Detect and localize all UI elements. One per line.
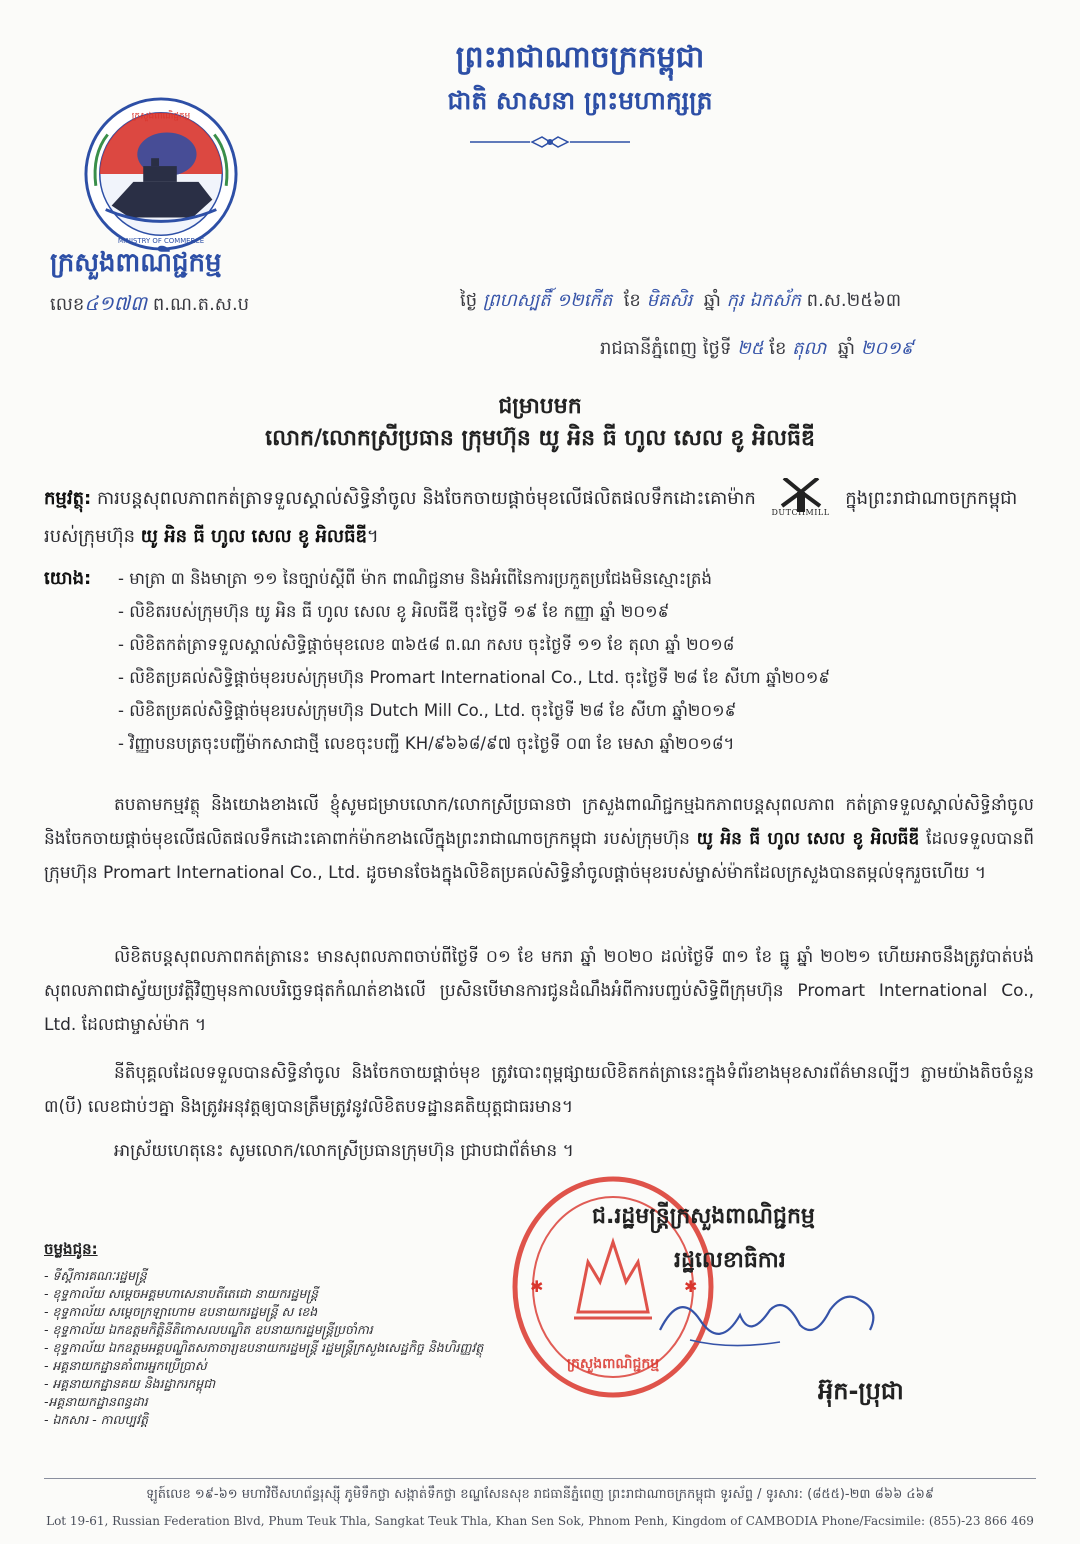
body-paragraph-3: នីតិបុគ្គលដែលទទួលបានសិទ្ធិនាំចូល និងចែកចាយផ្តាច់មុខ ត្រូវបោះពុម្ពផ្សាយលិខិតកត់ត្រានេះក្នុងទំព័រខាងមុខសារព័ត៌មានល្បីៗ ភ្លាមយ៉ាងតិចចំនួន ៣(បី) លេខជាប់ៗគ្នា និងត្រូវអនុវត្តឲ្យបានត្រឹមត្រូវនូវលិខិតបទដ្ឋានគតិយុត្តជាធរមាន។ — [44, 1063, 1034, 1117]
cc-item: - អគ្គនាយកដ្ឋានគាំពារអ្នកប្រើប្រាស់ — [44, 1358, 207, 1373]
lunar-day-handwritten: ព្រហស្បតិ៍ ១២កើត — [482, 290, 613, 311]
reference-item: - មាត្រា ៣ និងមាត្រា ១១ នៃច្បាប់ស្តីពី ម៉ាក ពាណិជ្ជនាម និងអំពើនៃការប្រកួតប្រជែងមិនស្មោះត្រង់ — [118, 569, 712, 588]
ministry-name: ក្រសួងពាណិជ្ជកម្ម — [50, 248, 222, 278]
subject-text-after: ក្នុងព្រះរាជាណាចក្រកម្ពុជា របស់ក្រុមហ៊ុន — [44, 488, 1018, 547]
solar-date: រាជធានីភ្នំពេញ ថ្ងៃទី ២៥ ខែ តុលា ឆ្នាំ ២០១៩ — [600, 338, 914, 359]
subject-block: កម្មវត្ថុ: ការបន្តសុពលភាពកត់ត្រាទទួលស្គាល់សិទ្ធិនាំចូល និងចែកចាយផ្តាច់មុខលើផលិតផលទឹកដោះគោម៉ាក DUTCHMILL ក្នុងព្រះរាជាណាចក្រកម្ពុជា របស់ក្រុមហ៊ុន យូ អិន ធី ហូល សេល ខូ អិលធីឌី។ — [44, 478, 1034, 554]
footer-address-english: Lot 19-61, Russian Federation Blvd, Phum Teuk Thla, Sangkat Teuk Thla, Khan Sen Sok, Phnom Penh, Kingdom of CAMBODIA Phone/Facsimile: (855)-23 866 469 — [46, 1514, 1034, 1528]
lunar-year-handwritten: កុរ ឯកស័ក — [726, 290, 801, 311]
cc-title: ចម្លងជូន: — [44, 1240, 98, 1258]
svg-text:✱: ✱ — [684, 1277, 698, 1296]
kingdom-title: ព្រះរាជាណាចក្រកម្ពុជា — [455, 40, 705, 75]
recipient: លោក/លោកស្រីប្រធាន ក្រុមហ៊ុន យូ អិន ធី ហូល សេល ខូ អិលធីឌី — [265, 426, 815, 451]
cc-item: - ទីស្តីការគណៈរដ្ឋមន្ត្រី — [44, 1268, 147, 1283]
reference-item: - លិខិតកត់ត្រាទទួលស្គាល់សិទ្ធិផ្តាច់មុខលេខ ៣៦៥៨ ព.ណ កសប ចុះថ្ងៃទី ១១ ខែ តុលា ឆ្នាំ ២០១៨ — [118, 635, 735, 654]
body-paragraph-2: លិខិតបន្តសុពលភាពកត់ត្រានេះ មានសុពលភាពចាប់ពីថ្ងៃទី ០១ ខែ មករា ឆ្នាំ ២០២០ ដល់ថ្ងៃទី ៣១ ខែ ធ្នូ ឆ្នាំ ២០២១ ហើយអាចនឹងត្រូវបាត់បង់សុពលភាពជាស្វ័យប្រវត្តិវិញមុនកាលបរិច្ឆេទផុតកំណត់ខាងលើ ប្រសិនបើមានការជូនដំណឹងអំពីការបញ្ចប់សិទ្ធិពីក្រុមហ៊ុន Promart International Co., Ltd. ដែលជាម្ចាស់ម៉ាក ។ — [44, 947, 1034, 1035]
cc-item: - អគ្គនាយកដ្ឋានគយ និងរដ្ឋាករកម្ពុជា — [44, 1376, 216, 1391]
subject-text-before: ការបន្តសុពលភាពកត់ត្រាទទួលស្គាល់សិទ្ធិនាំចូល និងចែកចាយផ្តាច់មុខលើផលិតផលទឹកដោះគោម៉ាក — [96, 488, 756, 509]
handwritten-signature — [650, 1270, 890, 1360]
ref-suffix: ព.ណ.ត.ស.ប — [152, 294, 250, 315]
dutchmill-logo — [766, 478, 836, 520]
cc-item: - ខុទ្ទកាល័យ ឯកឧត្តមកិត្តិនីតិកោសលបណ្ឌិត ឧបនាយករដ្ឋមន្ត្រីប្រចាំការ — [44, 1322, 373, 1337]
cc-item: - ខុទ្ទកាល័យ សម្តេចក្រឡាហោម ឧបនាយករដ្ឋមន្ត្រី ស ខេង — [44, 1304, 318, 1319]
lunar-date: ថ្ងៃ ព្រហស្បតិ៍ ១២កើត ខែ មិគសិរ ឆ្នាំ កុរ ឯកស័ក ព.ស.២៥៦៣ — [460, 290, 902, 311]
signer-title: ជ.រដ្ឋមន្ត្រីក្រសួងពាណិជ្ជកម្ម — [592, 1204, 815, 1229]
dutchmill-caption: DUTCHMILL — [771, 508, 830, 517]
footer-address-khmer: ឡូត៍លេខ ១៩-៦១ មហាវិថីសហព័ន្ធរុស្ស៊ី ភូមិទឹកថ្លា សង្កាត់ទឹកថ្លា ខណ្ឌសែនសុខ រាជធានីភ្នំពេញ ព្រះរាជាណាចក្រកម្ពុជា ទូរស័ព្ទ / ទូរសារ: (៨៥៥)-២៣ ៨៦៦ ៤៦៩ — [145, 1487, 935, 1502]
reference-item: - លិខិតប្រគល់សិទ្ធិផ្តាច់មុខរបស់ក្រុមហ៊ុន Dutch Mill Co., Ltd. ចុះថ្ងៃទី ២៨ ខែ សីហា ឆ្នាំ២០១៩ — [118, 701, 737, 720]
references-label: យោង: — [44, 568, 92, 589]
body-paragraph-1: តបតាមកម្មវត្ថុ និងយោងខាងលើ ខ្ញុំសូមជម្រាបលោក/លោកស្រីប្រធានថា ក្រសួងពាណិជ្ជកម្មឯកភាពបន្តសុពលភាព កត់ត្រាទទួលស្គាល់សិទ្ធិនាំចូល និងចែកចាយផ្តាច់មុខលើផលិតផលទឹកដោះគោពាក់ម៉ាកខាងលើក្នុងព្រះរាជាណាចក្រកម្ពុជា របស់ក្រុមហ៊ុន យូ អិន ធី ហូល សេល ខូ អិលធីឌី ដែលទទួលបានពីក្រុមហ៊ុន Promart International Co., Ltd. ដូចមានចែងក្នុងលិខិតប្រគល់សិទ្ធិនាំចូលផ្តាច់មុខរបស់ម្ចាស់ម៉ាកដែលក្រសួងបានតម្កល់ទុករួចហើយ ។ — [44, 795, 1035, 883]
solar-month-handwritten: តុលា — [792, 338, 827, 359]
cc-item: - ឯកសារ - កាលប្បវត្តិ — [44, 1412, 149, 1427]
signer-name: អ៊ុក-ប្រុជា — [818, 1377, 904, 1405]
cc-block — [44, 1240, 504, 1430]
ref-handwritten-number: ៤១៧៣ — [84, 291, 148, 315]
svg-text:✱: ✱ — [530, 1277, 544, 1296]
cc-list — [44, 1268, 504, 1428]
buddhist-era: ព.ស.២៥៦៣ — [806, 290, 902, 311]
cc-item: -អគ្គនាយកដ្ឋានពន្ធដារ — [44, 1394, 148, 1409]
references-list — [118, 566, 1018, 764]
reference-item: - លិខិតប្រគល់សិទ្ធិផ្តាច់មុខរបស់ក្រុមហ៊ុន Promart International Co., Ltd. ចុះថ្ងៃទី ២៨ ខែ សីហា ឆ្នាំ២០១៩ — [118, 668, 831, 687]
svg-text:ក្រសួងពាណិជ្ជកម្ម: ក្រសួងពាណិជ្ជកម្ម — [566, 1356, 660, 1372]
subject-label: កម្មវត្ថុ: — [44, 488, 92, 509]
cc-item: - ខុទ្ទកាល័យ ឯកឧត្តមអគ្គបណ្ឌិតសភាចារ្យឧបនាយករដ្ឋមន្ត្រី រដ្ឋមន្ត្រីក្រសួងសេដ្ឋកិច្ច និងហិរញ្ញវត្ថុ — [44, 1340, 484, 1355]
footer-divider — [44, 1478, 1036, 1479]
cc-item: - ខុទ្ទកាល័យ សម្តេចអគ្គមហាសេនាបតីតេជោ នាយករដ្ឋមន្ត្រី — [44, 1286, 319, 1301]
p1-company: យូ អិន ធី ហូល សេល ខូ អិលធីឌី — [696, 829, 920, 849]
reference-item: - វិញ្ញាបនបត្រចុះបញ្ជីម៉ាកសាជាថ្មី លេខចុះបញ្ជី KH/៩៦៦៨/៩៧ ចុះថ្ងៃទី ០៣ ខែ មេសា ឆ្នាំ២០១៨។ — [118, 734, 735, 753]
solar-year-handwritten: ២០១៩ — [860, 338, 914, 359]
ministry-logo — [82, 95, 240, 253]
solar-day-handwritten: ២៥ — [737, 338, 764, 359]
ornament-divider — [470, 134, 630, 150]
national-motto: ជាតិ សាសនា ព្រះមហាក្សត្រ — [447, 86, 713, 115]
signer-role: រដ្ឋលេខាធិការ — [674, 1248, 786, 1273]
reference-item: - លិខិតរបស់ក្រុមហ៊ុន យូ អិន ធី ហូល សេល ខូ អិលធីឌី ចុះថ្ងៃទី ១៩ ខែ កញ្ញា ឆ្នាំ ២០១៩ — [118, 602, 670, 621]
reference-number — [50, 290, 249, 320]
lunar-month-handwritten: មិគសិរ — [646, 290, 693, 311]
ref-prefix: លេខ — [50, 294, 85, 315]
closing-line: អាស្រ័យហេតុនេះ សូមលោក/លោកស្រីប្រធានក្រុមហ៊ុន ជ្រាបជាព័ត៌មាន ។ — [114, 1141, 574, 1161]
svg-text:ក្រសួងពាណិជ្ជកម្ម: ក្រសួងពាណិជ្ជកម្ម — [131, 111, 191, 122]
svg-text:MINISTRY OF COMMERCE: MINISTRY OF COMMERCE — [117, 237, 205, 246]
subject-company: យូ អិន ធី ហូល សេល ខូ អិលធីឌី — [140, 526, 367, 547]
salutation-title: ជម្រាបមក — [498, 394, 582, 419]
